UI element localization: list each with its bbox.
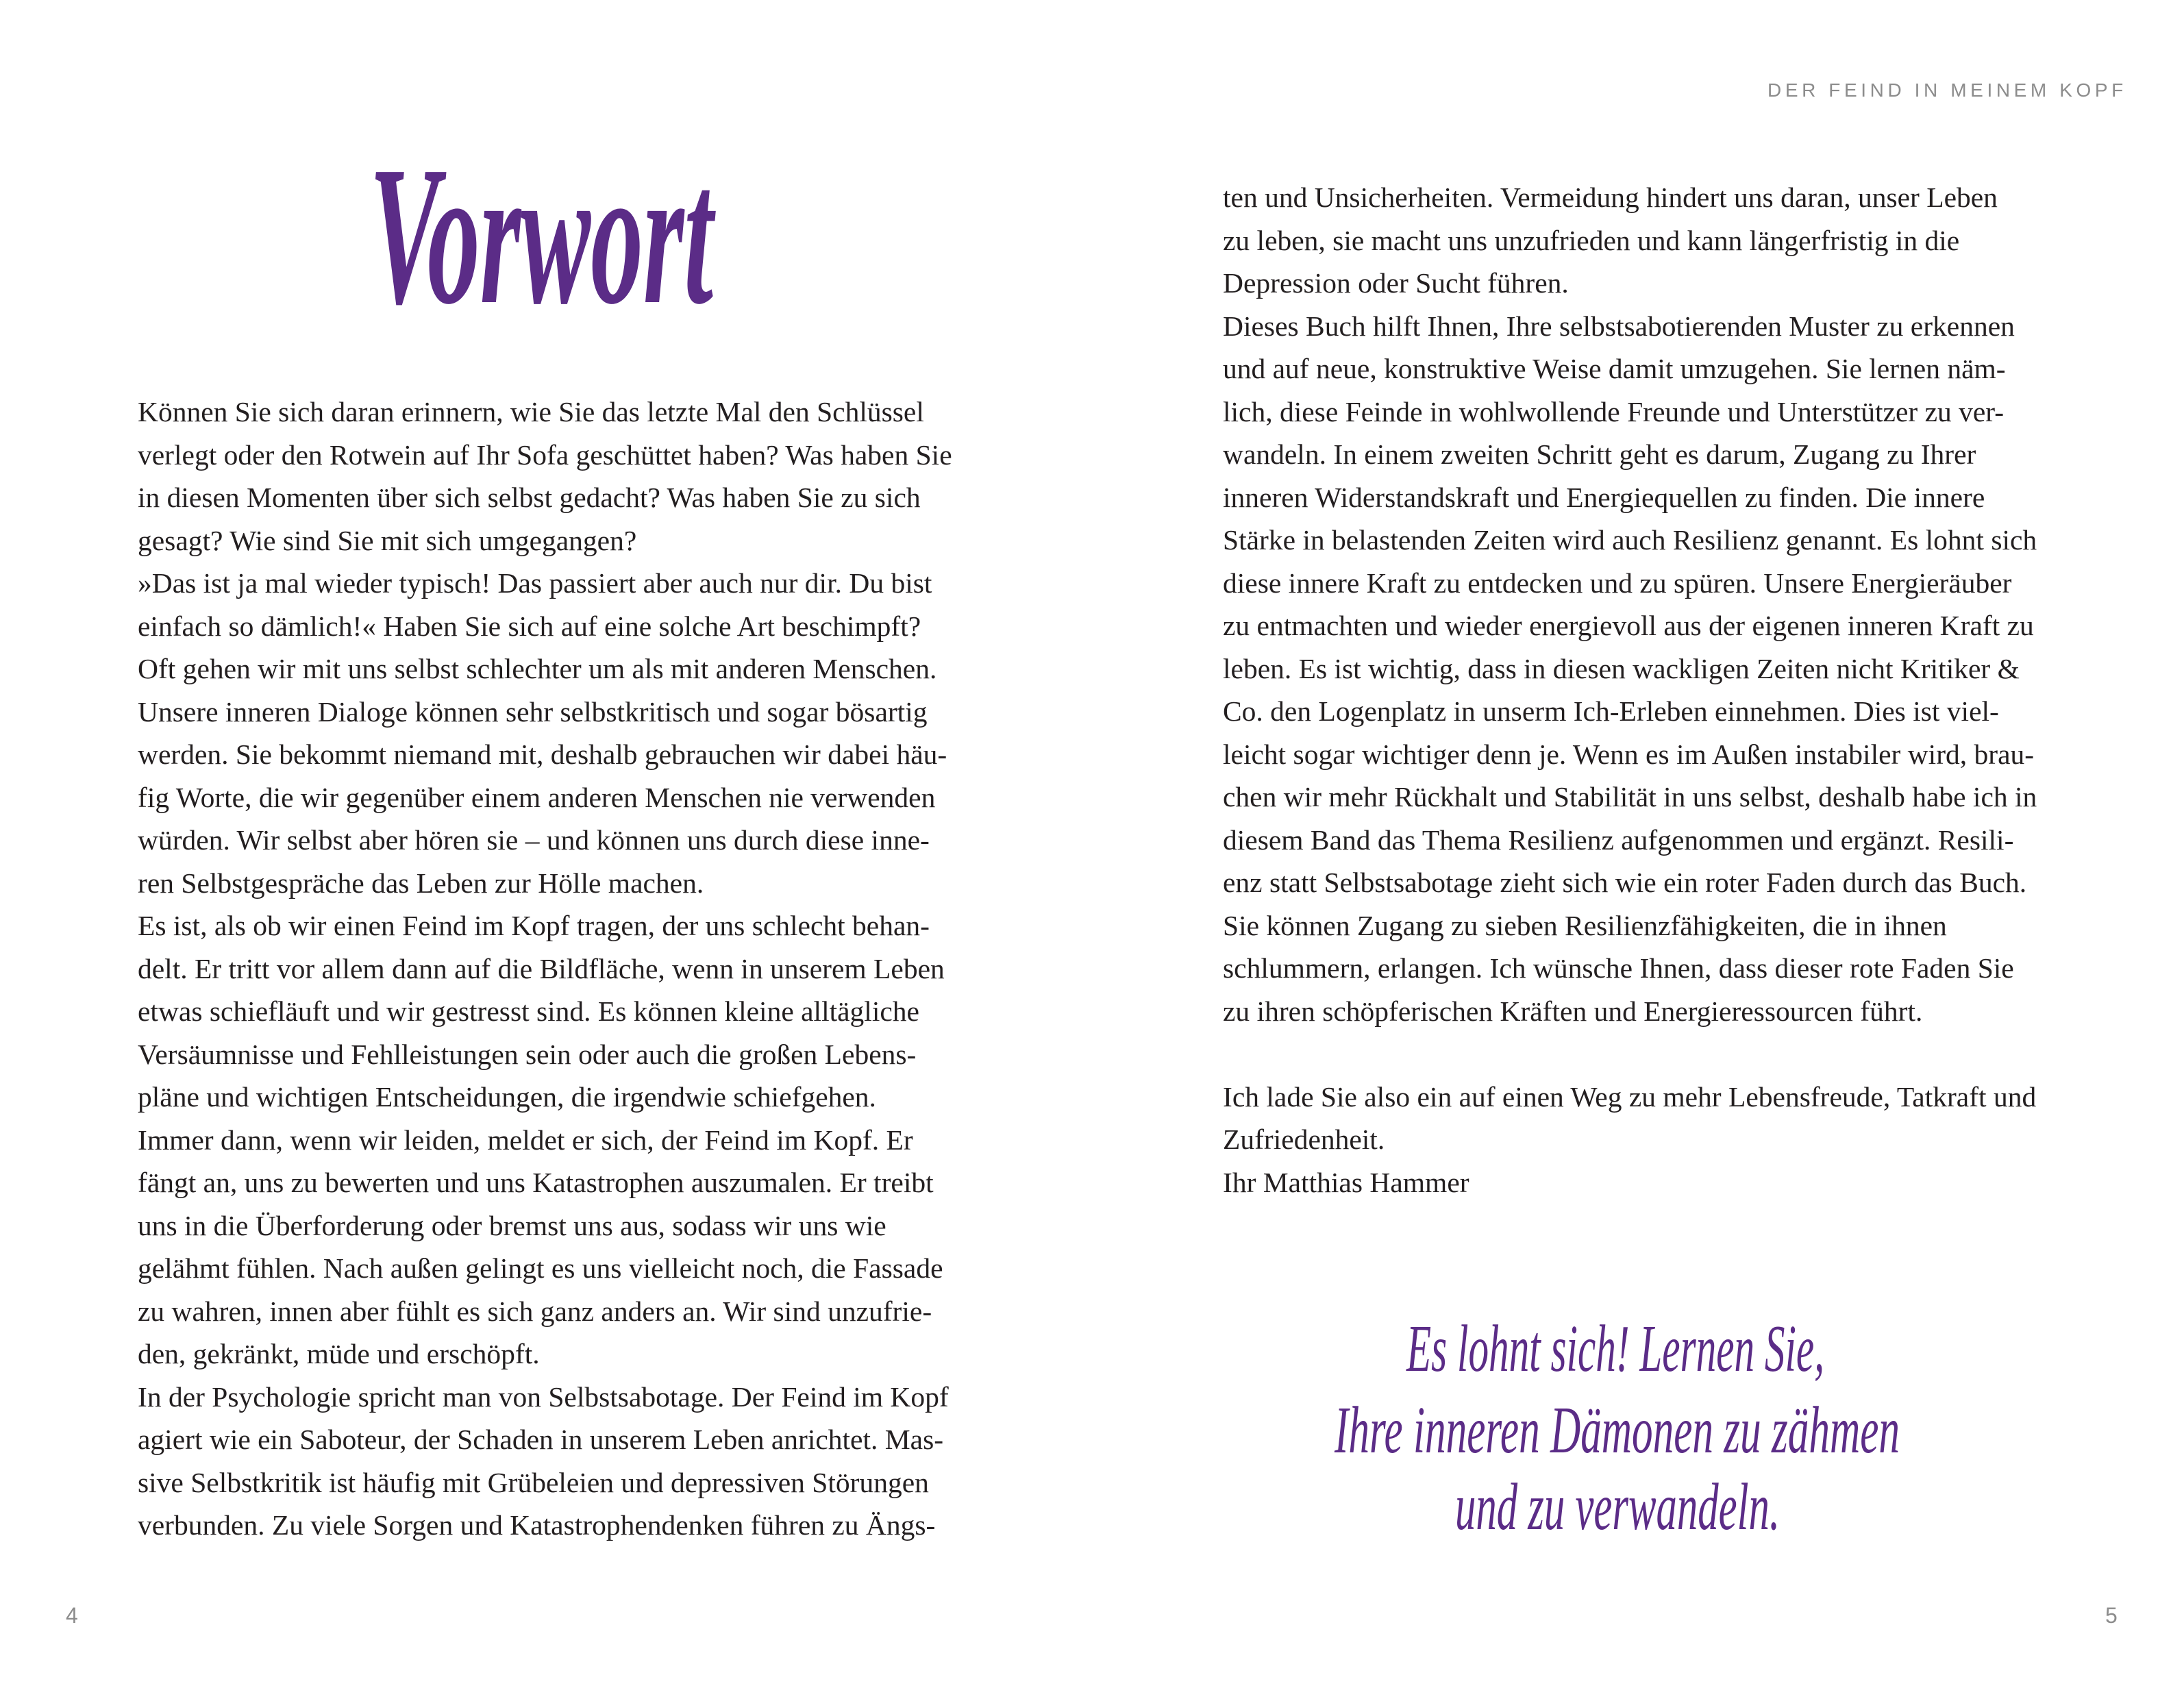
pull-quote-line: und zu verwandeln. [1455,1470,1780,1544]
body-line: pläne und wichtigen Entscheidungen, die irgendwie schiefgehen. [138,1081,876,1113]
body-line: Unsere inneren Dialoge können sehr selbstkritisch und sogar bösartig [138,695,928,728]
body-line: Sie können Zugang zu sieben Resilienzfähigkeiten, die in ihnen [1223,909,1947,941]
body-line: leicht sogar wichtiger denn je. Wenn es im Außen instabiler wird, brau- [1223,738,2035,770]
closing-line: Zufriedenheit. [1223,1124,1385,1155]
body-line: würden. Wir selbst aber hören sie – und können uns durch diese inne- [138,824,930,856]
body-line: Dieses Buch hilft Ihnen, Ihre selbstsabotierenden Muster zu erkennen [1223,310,2015,342]
body-line: gesagt? Wie sind Sie mit sich umgegangen? [138,524,637,556]
body-line: chen wir mehr Rückhalt und Stabilität in uns selbst, deshalb habe ich in [1223,781,2037,813]
body-line: zu leben, sie macht uns unzufrieden und kann längerfristig in die [1223,224,1960,256]
body-line: den, gekränkt, müde und erschöpft. [138,1338,540,1369]
pull-quote-line: Ihre inneren Dämonen zu zähmen [1334,1393,1900,1467]
body-line: ren Selbstgespräche das Leben zur Hölle machen. [138,867,704,899]
body-line: in diesen Momenten über sich selbst gedacht? Was haben Sie zu sich [138,482,921,513]
body-line: »Das ist ja mal wieder typisch! Das passiert aber auch nur dir. Du bist [138,567,932,599]
body-line: sive Selbstkritik ist häufig mit Grübeleien und depressiven Störungen [138,1466,929,1498]
right-body-text [1223,176,2065,1032]
body-line: schlummern, erlangen. Ich wünsche Ihnen, dass dieser rote Faden Sie [1223,952,2014,984]
body-line: diesem Band das Thema Resilienz aufgenommen und ergänzt. Resili- [1223,823,2014,856]
body-line: zu entmachten und wieder energievoll aus der eigenen inneren Kraft zu [1223,610,2034,641]
left-body-text [138,390,980,1547]
body-line: zu wahren, innen aber fühlt es sich ganz anders an. Wir sind unzufrie- [138,1295,932,1327]
body-line: delt. Er tritt vor allem dann auf die Bildfläche, wenn in unserem Leben [138,952,945,984]
body-line: werden. Sie bekommt niemand mit, deshalb gebrauchen wir dabei häu- [138,739,947,770]
pull-quote [1302,1302,1932,1555]
body-line: agiert wie ein Saboteur, der Schaden in unserem Leben anrichtet. Mas- [138,1424,944,1455]
body-line: leben. Es ist wichtig, dass in diesen wackligen Zeiten nicht Kritiker & [1223,652,2020,684]
body-line: uns in die Überforderung oder bremst uns aus, sodass wir uns wie [138,1209,886,1241]
body-line: Oft gehen wir mit uns selbst schlechter um als mit anderen Menschen. [138,653,937,684]
chapter-title-text: Vorwort [369,125,717,345]
body-line: gelähmt fühlen. Nach außen gelingt es uns vielleicht noch, die Fassade [138,1252,943,1284]
body-line: ten und Unsicherheiten. Vermeidung hindert uns daran, unser Leben [1223,182,1998,213]
body-line: Können Sie sich daran erinnern, wie Sie das letzte Mal den Schlüssel [138,396,924,427]
body-line: lich, diese Feinde in wohlwollende Freunde und Unterstützer zu ver- [1223,395,2005,427]
chapter-title [349,125,747,345]
body-line: Immer dann, wenn wir leiden, meldet er sich, der Feind im Kopf. Er [138,1124,913,1156]
page-number-left: 4 [66,1603,78,1628]
body-line: inneren Widerstandskraft und Energiequellen zu finden. Die innere [1223,481,1985,513]
page-number-right: 5 [2105,1603,2118,1628]
body-line: einfach so dämlich!« Haben Sie sich auf eine solche Art beschimpft? [138,610,921,642]
closing-text [1223,1076,2065,1204]
body-line: Versäumnisse und Fehlleistungen sein oder auch die großen Lebens- [138,1038,917,1070]
pull-quote-line: Es lohnt sich! Lernen Sie, [1405,1312,1824,1386]
body-line: wandeln. In einem zweiten Schritt geht es darum, Zugang zu Ihrer [1223,438,1976,470]
body-line: fängt an, uns zu bewerten und uns Katastrophen auszumalen. Er treibt [138,1167,934,1198]
body-line: verbunden. Zu viele Sorgen und Katastrophendenken führen zu Ängs- [138,1509,936,1541]
body-line: und auf neue, konstruktive Weise damit umzugehen. Sie lernen näm- [1223,353,2006,384]
body-line: diese innere Kraft zu entdecken und zu spüren. Unsere Energieräuber [1223,567,2012,599]
body-line: In der Psychologie spricht man von Selbstsabotage. Der Feind im Kopf [138,1380,949,1413]
closing-line: Ich lade Sie also ein auf einen Weg zu mehr Lebensfreude, Tatkraft und [1223,1080,2037,1113]
body-line: Co. den Logenplatz in unserm Ich-Erleben einnehmen. Dies ist viel- [1223,695,1999,727]
body-line: etwas schiefläuft und wir gestresst sind. Es können kleine alltägliche [138,995,919,1027]
body-line: Depression oder Sucht führen. [1223,267,1569,299]
body-line: zu ihren schöpferischen Kräften und Energieressourcen führt. [1223,995,1923,1027]
body-line: Stärke in belastenden Zeiten wird auch Resilienz genannt. Es lohnt sich [1223,524,2037,556]
author-signature-line: Ihr Matthias Hammer [1223,1166,1469,1198]
body-line: verlegt oder den Rotwein auf Ihr Sofa geschüttet haben? Was haben Sie [138,438,952,471]
body-line: Es ist, als ob wir einen Feind im Kopf tragen, der uns schlecht behan- [138,910,930,941]
body-line: enz statt Selbstsabotage zieht sich wie ein roter Faden durch das Buch. [1223,867,2027,898]
running-header: DER FEIND IN MEINEM KOPF [1767,79,2127,101]
body-line: fig Worte, die wir gegenüber einem anderen Menschen nie verwenden [138,781,936,813]
